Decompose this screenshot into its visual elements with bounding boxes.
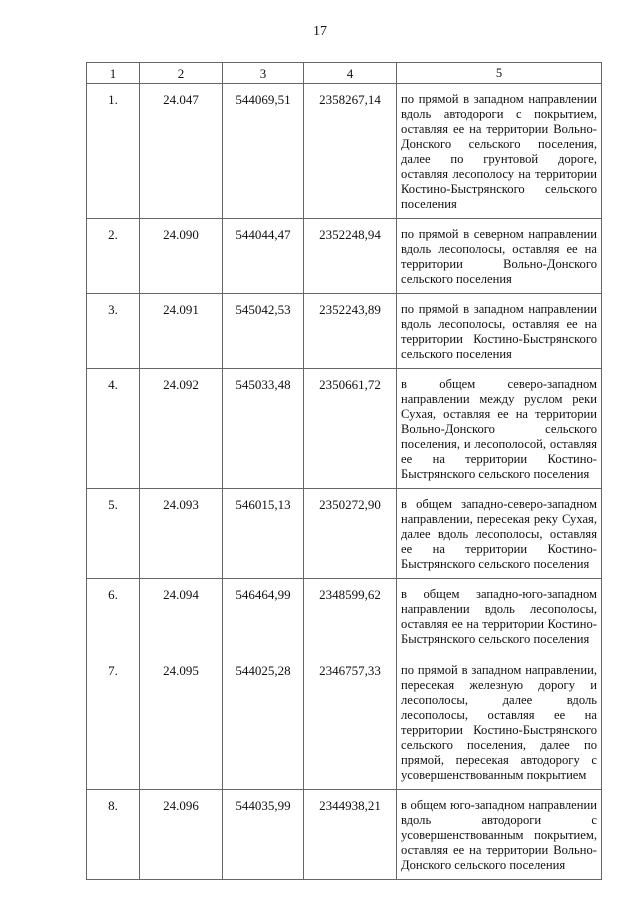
table-row: [87, 84, 602, 219]
point-number: 24.093: [140, 489, 223, 579]
boundary-description: по прямой в северном направлении вдоль лесополосы, оставляя ее на территории Вольно-Донского сельского поселения: [397, 219, 602, 294]
table-row: [87, 219, 602, 294]
table-header-row: [87, 63, 602, 84]
coordinate-y: 2358267,14: [304, 84, 397, 219]
boundary-description: по прямой в западном направлении вдоль автодороги с покрытием, оставляя ее на территории Вольно-Донского сельского поселения, далее по грунтовой дороге, оставляя лесополосу на территории Костино-Быстрянского сельского поселения: [397, 84, 602, 219]
point-number: 24.092: [140, 369, 223, 489]
boundary-description: в общем западно-юго-западном направлении вдоль лесополосы, оставляя ее на территории Костино-Быстрянского сельского поселения: [397, 579, 602, 656]
coordinate-x: 545042,53: [223, 294, 304, 369]
boundary-description: по прямой в западном направлении, пересекая железную дорогу и лесополосы, далее вдоль лесополосы, оставляя ее на территории Костино-Быстрянского сельского поселения, далее по прямой, пересекая автодорогу с усовершенствованным покрытием: [397, 655, 602, 790]
column-header-4: 4: [304, 63, 397, 84]
column-header-5: 5: [397, 63, 602, 84]
coordinate-x: 544025,28: [223, 655, 304, 790]
boundary-description: в общем западно-северо-западном направлении, пересекая реку Сухая, далее вдоль лесополосы, оставляя ее на территории Костино-Быстрянского сельского поселения: [397, 489, 602, 579]
row-number: 5.: [87, 489, 140, 579]
coordinate-y: 2350272,90: [304, 489, 397, 579]
point-number: 24.047: [140, 84, 223, 219]
coordinate-y: 2344938,21: [304, 790, 397, 880]
coordinate-x: 544069,51: [223, 84, 304, 219]
column-header-2: 2: [140, 63, 223, 84]
boundary-description: в общем юго-западном направлении вдоль автодороги с усовершенствованным покрытием, оставляя ее на территории Вольно-Донского сельского поселения: [397, 790, 602, 880]
point-number: 24.094: [140, 579, 223, 656]
point-number: 24.096: [140, 790, 223, 880]
row-number: 1.: [87, 84, 140, 219]
coordinate-y: 2346757,33: [304, 655, 397, 790]
point-number: 24.090: [140, 219, 223, 294]
column-header-3: 3: [223, 63, 304, 84]
coordinate-y: 2352243,89: [304, 294, 397, 369]
page-number: 17: [313, 24, 327, 39]
table-row: [87, 790, 602, 880]
column-header-1: 1: [87, 63, 140, 84]
table-row: [87, 369, 602, 489]
row-number: 7.: [87, 655, 140, 790]
row-number: 3.: [87, 294, 140, 369]
boundary-table: [86, 62, 602, 880]
table-row: [87, 294, 602, 369]
coordinate-x: 545033,48: [223, 369, 304, 489]
coordinate-x: 544044,47: [223, 219, 304, 294]
boundary-description: в общем северо-западном направлении между руслом реки Сухая, оставляя ее на территории Вольно-Донского сельского поселения, и лесополосой, оставляя ее на территории Костино-Быстрянского сельского поселения: [397, 369, 602, 489]
row-number: 4.: [87, 369, 140, 489]
coordinate-y: 2350661,72: [304, 369, 397, 489]
coordinate-y: 2348599,62: [304, 579, 397, 656]
coordinate-x: 544035,99: [223, 790, 304, 880]
point-number: 24.095: [140, 655, 223, 790]
coordinate-y: 2352248,94: [304, 219, 397, 294]
coordinate-x: 546464,99: [223, 579, 304, 656]
table-row: [87, 579, 602, 656]
coordinate-x: 546015,13: [223, 489, 304, 579]
row-number: 6.: [87, 579, 140, 656]
row-number: 8.: [87, 790, 140, 880]
table-row: [87, 489, 602, 579]
boundary-description: по прямой в западном направлении вдоль лесополосы, оставляя ее на территории Костино-Быстрянского сельского поселения: [397, 294, 602, 369]
row-number: 2.: [87, 219, 140, 294]
point-number: 24.091: [140, 294, 223, 369]
table-row: [87, 655, 602, 790]
